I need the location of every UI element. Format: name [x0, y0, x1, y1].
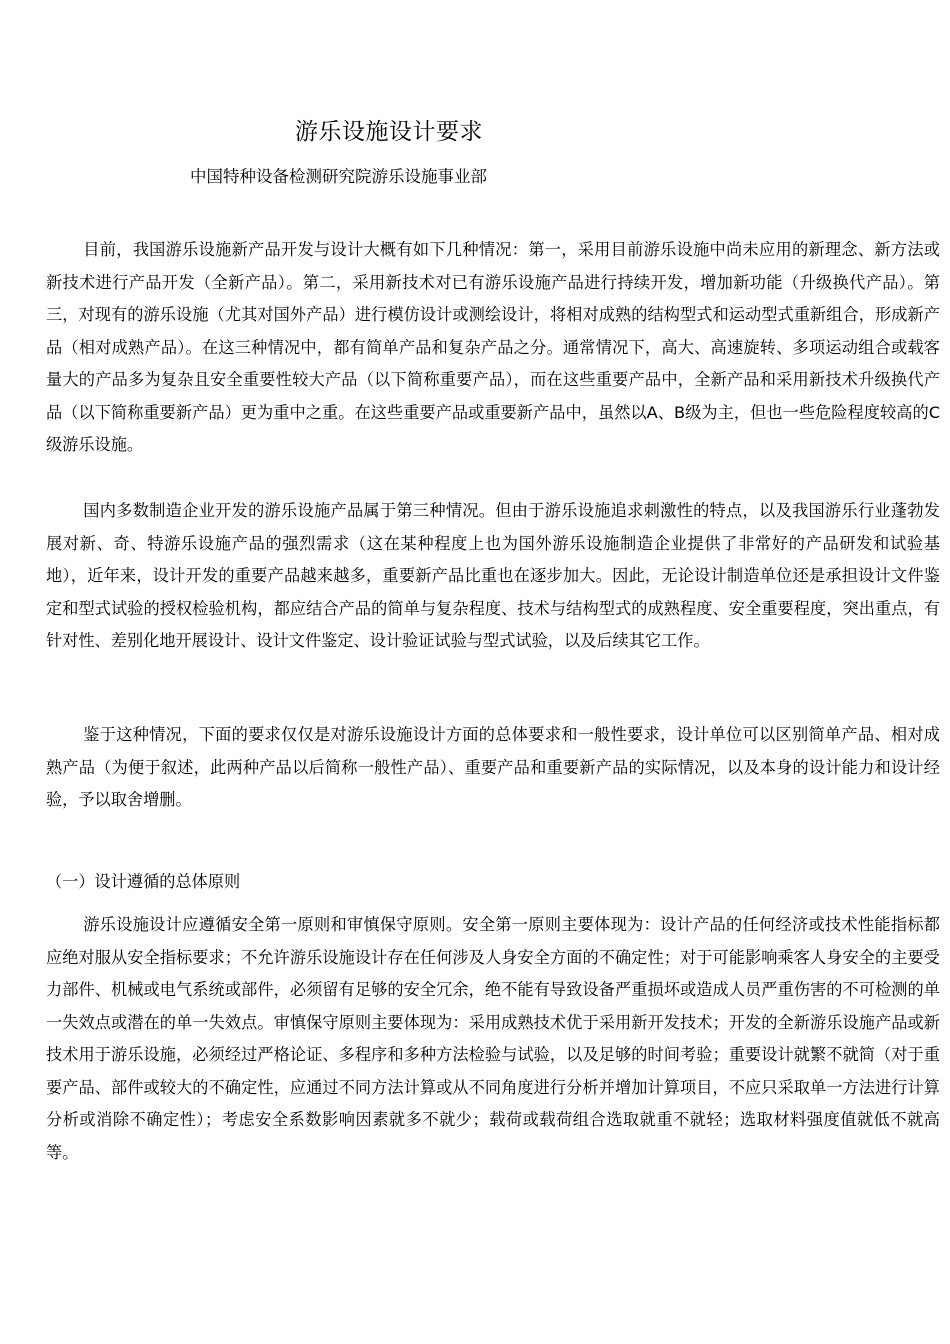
document-title: 游乐设施设计要求: [295, 119, 483, 145]
section-heading-general-principles: （一）设计遵循的总体原则: [46, 872, 241, 891]
intro-paragraph-3: 鉴于这种情况，下面的要求仅仅是对游乐设施设计方面的总体要求和一般性要求，设计单位可以区别简单产品、相对成熟产品（为便于叙述，此两种产品以后简称一般性产品）、重要产品和重要新产品的实际情况，以及本身的设计能力和设计经验，予以取舍增删。: [46, 725, 940, 809]
section-paragraph-general-principles: 游乐设施设计应遵循安全第一原则和审慎保守原则。安全第一原则主要体现为：设计产品的任何经济或技术性能指标都应绝对服从安全指标要求；不允许游乐设施设计存在任何涉及人身安全方面的不确定性；对于可能影响乘客人身安全的主要受力部件、机械或电气系统或部件，必须留有足够的安全冗余，绝不能有导致设备严重损坏或造成人员严重伤害的不可检测的单一失效点或潜在的单一失效点。审慎保守原则主要体现为：采用成熟技术优于采用新开发技术；开发的全新游乐设施产品或新技术用于游乐设施，必须经过严格论证、多程序和多种方法检验与试验，以及足够的时间考验；重要设计就繁不就简（对于重要产品、部件或较大的不确定性，应通过不同方法计算或从不同角度进行分析并增加计算项目，不应只采取单一方法进行计算分析或消除不确定性）；考虑安全系数影响因素就多不就少；载荷或载荷组合选取就重不就轻；选取材料强度值就低不就高等。: [46, 915, 940, 1162]
intro-paragraph-1: 目前，我国游乐设施新产品开发与设计大概有如下几种情况：第一，采用目前游乐设施中尚未应用的新理念、新方法或新技术进行产品开发（全新产品）。第二，采用新技术对已有游乐设施产品进行持续开发，增加新功能（升级换代产品）。第三，对现有的游乐设施（尤其对国外产品）进行模仿设计或测绘设计，将相对成熟的结构型式和运动型式重新组合，形成新产品（相对成熟产品）。在这三种情况中，都有简单产品和复杂产品之分。通常情况下，高大、高速旋转、多项运动组合或载客量大的产品多为复杂且安全重要性较大产品（以下简称重要产品），而在这些重要产品中，全新产品和采用新技术升级换代产品（以下简称重要新产品）更为重中之重。在这些重要产品或重要新产品中，虽然以A、B级为主，但也一些危险程度较高的C级游乐设施。: [46, 240, 940, 454]
intro-paragraph-2: 国内多数制造企业开发的游乐设施产品属于第三种情况。但由于游乐设施追求刺激性的特点，以及我国游乐行业蓬勃发展对新、奇、特游乐设施产品的强烈需求（这在某种程度上也为国外游乐设施制造企业提供了非常好的产品研发和试验基地），近年来，设计开发的重要产品越来越多，重要新产品比重也在逐步加大。因此，无论设计制造单位还是承担设计文件鉴定和型式试验的授权检验机构，都应结合产品的简单与复杂程度、技术与结构型式的成熟程度、安全重要程度，突出重点，有针对性、差别化地开展设计、设计文件鉴定、设计验证试验与型式试验，以及后续其它工作。: [46, 501, 940, 650]
document-author: 中国特种设备检测研究院游乐设施事业部: [190, 167, 487, 186]
